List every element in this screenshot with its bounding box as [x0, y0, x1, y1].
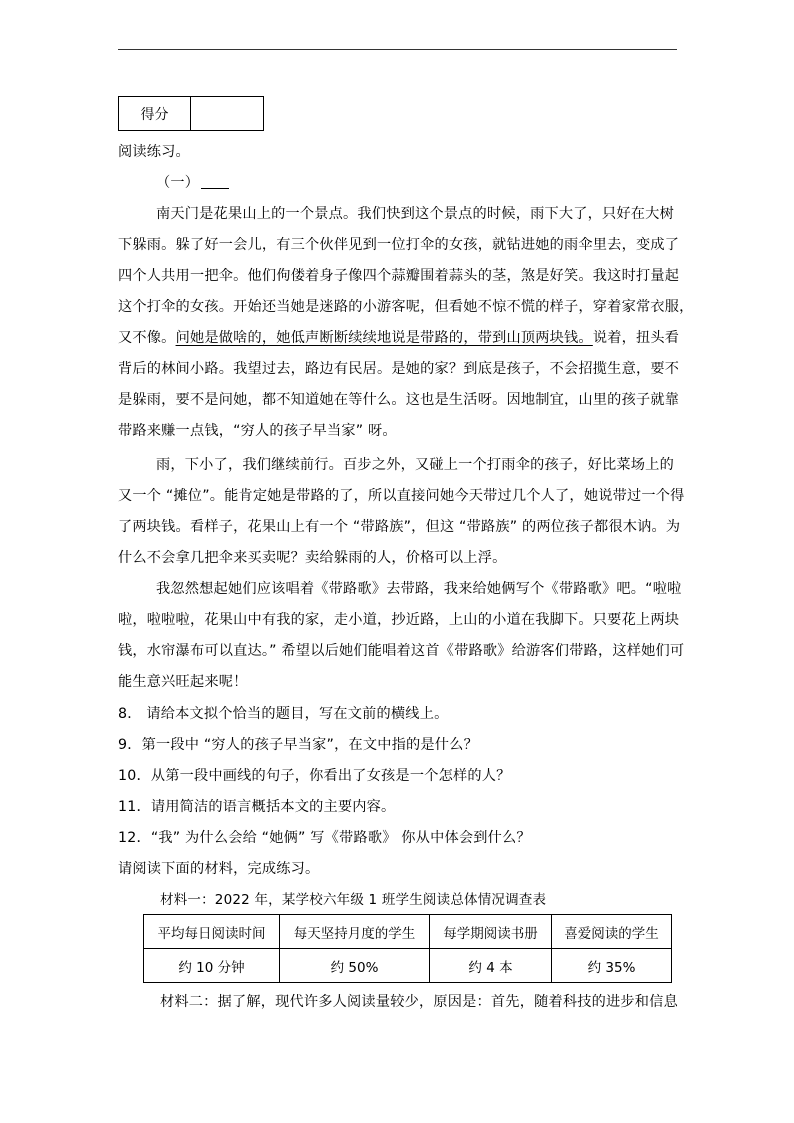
passage-line: 四个人共用一把伞。他们佝偻着身子像四个蒜瓣围着蒜头的茎，煞是好笑。我这时打量起	[118, 268, 680, 284]
question-10: 10．从第一段中画线的句子，你看出了女孩是一个怎样的人？	[118, 768, 511, 784]
passage-line: 能生意兴旺起来呢！	[118, 674, 248, 690]
table-header-cell: 喜爱阅读的学生	[552, 915, 672, 949]
section-number: （一）	[156, 175, 200, 191]
table-header-row	[144, 915, 672, 949]
table-header-cell: 每学期阅读书册	[430, 915, 552, 949]
score-value-cell[interactable]	[191, 97, 263, 130]
passage-line: 又一个 “摊位”。能肯定她是带路的了，所以直接问她今天带过几个人了，她说带过一个得	[118, 488, 685, 504]
part2-intro: 请阅读下面的材料，完成练习。	[118, 861, 320, 877]
passage-line	[118, 327, 679, 347]
survey-table	[143, 914, 672, 983]
material2-text: 材料二：据了解，现代许多人阅读量较少，原因是：首先，随着科技的进步和信息	[160, 994, 678, 1010]
underlined-sentence: 问她是做啥的，她低声断断续续地说是带路的，带到山顶两块钱。	[175, 330, 593, 346]
passage-line: 雨，下小了，我们继续前行。百步之外，又碰上一个打雨伞的孩子，好比菜场上的	[156, 457, 674, 473]
table-row	[144, 949, 672, 983]
question-12: 12．“我” 为什么会给 “她俩” 写《带路歌》 你从中体会到什么？	[118, 830, 531, 846]
header-rule	[118, 49, 677, 50]
passage-line: 带路来赚一点钱，“穷人的孩子早当家” 呀。	[118, 423, 397, 439]
title-blank[interactable]	[201, 174, 229, 189]
section-heading	[156, 172, 229, 192]
question-8: 8． 请给本文拟个恰当的题目，写在文前的横线上。	[118, 706, 449, 722]
passage-line: 南天门是花果山上的一个景点。我们快到这个景点的时候，雨下大了，只好在大树	[156, 206, 674, 222]
material1-caption: 材料一：2022 年，某学校六年级 1 班学生阅读总体情况调查表	[160, 892, 547, 908]
passage-line: 什么不会拿几把伞来买卖呢？卖给躲雨的人，价格可以上浮。	[118, 550, 507, 566]
passage-line: 这个打伞的女孩。开始还当她是迷路的小游客呢，但看她不惊不慌的样子，穿着家常衣服，	[118, 299, 694, 315]
passage-line: 是躲雨，要不是问她，都不知道她在等什么。这也是生活呀。因地制宜，山里的孩子就靠	[118, 392, 680, 408]
passage-line: 钱，水帘瀑布可以直达。” 希望以后她们能唱着这首《带路歌》给游客们带路，这样她们可	[118, 643, 685, 659]
intro-text: 阅读练习。	[118, 144, 190, 160]
passage-line: 下躲雨。躲了好一会儿，有三个伙伴见到一位打伞的女孩，就钻进她的雨伞里去，变成了	[118, 237, 680, 253]
passage-line: 了两块钱。看样子，花果山上有一个 “带路族”，但这 “带路族” 的两位孩子都很木讷。为	[118, 519, 681, 535]
table-cell: 约 4 本	[430, 949, 552, 983]
table-header-cell: 每天坚持月度的学生	[280, 915, 430, 949]
score-box	[118, 96, 264, 131]
passage-line: 我忽然想起她们应该唱着《带路歌》去带路，我来给她俩写个《带路歌》吧。“啦啦	[156, 581, 682, 597]
passage-line: 背后的林间小路。我望过去，路边有民居。是她的家？到底是孩子，不会招揽生意，要不	[118, 361, 680, 377]
table-cell: 约 35%	[552, 949, 672, 983]
question-9: 9．第一段中 “穷人的孩子早当家”，在文中指的是什么？	[118, 737, 478, 753]
table-cell: 约 50%	[280, 949, 430, 983]
passage-line: 啦，啦啦啦，花果山中有我的家，走小道，抄近路，上山的小道在我脚下。只要花上两块	[118, 612, 680, 628]
table-cell: 约 10 分钟	[144, 949, 280, 983]
table-header-cell: 平均每日阅读时间	[144, 915, 280, 949]
question-11: 11．请用简洁的语言概括本文的主要内容。	[118, 799, 396, 815]
passage-text: 说着，扭头看	[592, 330, 680, 346]
score-label: 得分	[119, 97, 191, 130]
passage-text: 又不像。	[118, 330, 176, 346]
